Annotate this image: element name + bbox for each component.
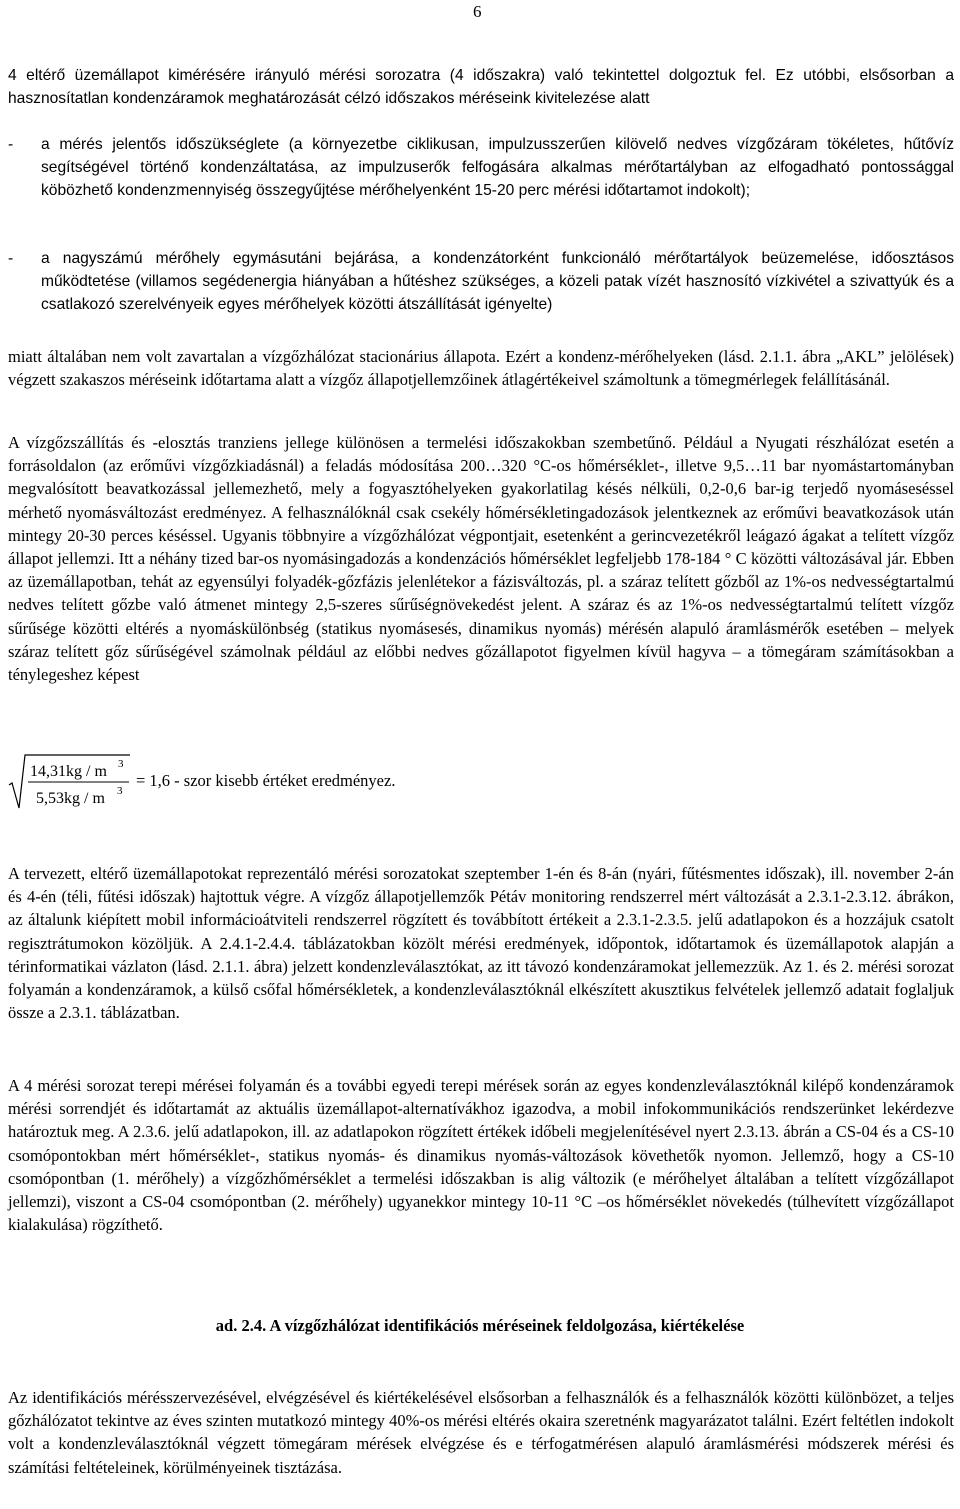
page-number: 6 (473, 2, 482, 21)
list-dash: - (8, 136, 14, 153)
denominator-exponent: 3 (117, 785, 123, 797)
density-ratio-formula (8, 752, 948, 812)
formula-numerator: 14,31kg / m (30, 763, 107, 780)
list-item-many-measuring-points (8, 247, 954, 317)
square-root-fraction (8, 752, 132, 812)
paragraph-planned-measurements: A tervezett, eltérő üzemállapotokat reprezentáló mérési sorozatokat szeptember 1-én és 8-án (nyári, fűtésmentes időszak), ill. november 2-án és 4-én (téli, fűtési időszak) hajtottuk végre. A vízgőz állapotjellemzők Pétáv monitoring rendszerrel mért változását a 2.3.1-2.3.12. ábrákon, az általunk kiépített mobil informácioátviteli rendszerrel rögzített és továbbított értékeit a 2.3.1-2.3.5. jelű adatlapokon és a hozzájuk csatolt regisztrátumokon közöljük. A 2.4.1-2.4.4. táblázatokban közölt mérési eredmények, időpontok, időtartamok és üzemállapotok alapján a térinformatikai vázlaton (lásd. 2.1.1. ábra) jelzett kondenzleválasztókat, az itt távozó kondenzáramokat jellemezzük. Az 1. és 2. mérési sorozat folyamán a kondenzáramok, a külső csőfal hőmérsékletek, a kondenzleválasztóknál elkészített akusztikus felvételek jellemző adatait foglaljuk össze a 2.3.1. táblázatban. (8, 864, 954, 1023)
numerator-exponent: 3 (118, 758, 124, 770)
formula-denominator: 5,53kg / m (36, 790, 105, 807)
list-dash: - (8, 250, 14, 267)
paragraph-identification: Az identifikációs mérésszervezésével, elvégzésével és kiértékelésével elsősorban a felhasználók és a felhasználók közötti különbözet, a teljes gőzhálózatot tekintve az éves szinten mutatkozó mintegy 40%-os mérési eltérés okaira szeretnénk magyarázatot találni. Ezért feltétlen indokolt volt a kondenzleválasztóknál végzett tömegáram mérések elvégzése és e térfogatmérésen alapuló áramlásmérési módszerek mérési és számítási feltételeinek, körülményeinek tisztázása. (8, 1388, 954, 1477)
paragraph-stationary-state: miatt általában nem volt zavartalan a vízgőzhálózat stacionárius állapota. Ezért a kondenz-mérőhelyeken (lásd. 2.1.1. ábra „AKL” jelölések) végzett szakaszos méréseink időtartama alatt a vízgőz állapotjellemzőinek átlagértékeivel számoltunk a tömegmérlegek felállításánál. (8, 347, 954, 390)
intro-paragraph: 4 eltérő üzemállapot kimérésére irányuló mérési sorozatra (4 időszakra) való tekintettel dolgoztuk fel. Ez utóbbi, elsősorban a hasznosítatlan kondenzáramok meghatározását célzó időszakos méréseink kivitelezése alatt (8, 67, 954, 108)
list-item-text: a nagyszámú mérőhely egymásutáni bejárása, a kondenzátorként funkcionáló mérőtartályok beüzemelése, időosztásos működtetése (villamos segédenergia hiányában a hűtéshez szükséges, a közeli patak vízét hasznosító vízkivétel a szivattyúk és a csatlakozó szerelvényeik egyes mérőhelyek közötti átszállítását igényelte) (41, 250, 954, 314)
list-item-text: a mérés jelentős időszükséglete (a környezetbe ciklikusan, impulzusszerűen kilövelő nedves vízgőzáram tökéletes, hűtővíz segítségével történő kondenzáltatása, az impulzuserők felfogására alkalmas mérőtartályban az elfogadható pontossággal köbözhető kondenzmennyiség összegyűjtése mérőhelyenként 15-20 perc mérési időtartamot indokolt); (41, 136, 954, 200)
paragraph-measurement-series: A 4 mérési sorozat terepi mérései folyamán és a további egyedi terepi mérések során az egyes kondenzleválasztóknál kilépő kondenzáramok mérési sorrendjét és időtartamát az aktuális üzemállapot-alternatívákhoz igazodva, a mobil infokommunikációs rendszerünket lekérdezve határoztuk meg. A 2.3.6. jelű adatlapokon, ill. az adatlapokon rögzített értékek időbeli megjelenítésével nyert 2.3.13. ábrán a CS-04 és a CS-10 csomópontokban mért hőmérséklet-, statikus nyomás- és dinamikus nyomás-változások követhetők nyomon. Jellemző, hogy a CS-10 csomópontban (1. mérőhely) a vízgőzhőmérséklet a termelési időszakban is alig változik (e mérőhelyet általában a telített vízgőzállapot jellemzi), viszont a CS-04 csomópontban (2. mérőhely) ugyanekkor mintegy 10-11 °C –os hőmérséklet növekedés (túlhevített vízgőzállapot kialakulása) rögzíthető. (8, 1076, 954, 1235)
section-heading: ad. 2.4. A vízgőzhálózat identifikációs méréseinek feldolgozása, kiértékelése (215, 1316, 745, 1335)
formula-result: = 1,6 - szor kisebb értéket eredményez. (136, 771, 396, 790)
paragraph-transient-character: A vízgőzszállítás és -elosztás tranziens jellege különösen a termelési időszakokban szembetűnő. Például a Nyugati részhálózat esetén a forrásoldalon (az erőművi vízgőzkiadásnál) a feladás módosítása 200…320 °C-os hőmérséklet-, illetve 9,5…11 bar nyomástartományban megvalósított beavatkozással jellemezhető, mely a fogyasztóhelyeken gyakorlatilag késés nélküli, 0,2-0,6 bar-ig terjedő nyomáseséssel mérhető nyomásváltozást eredményez. A felhasználóknál csak csekély hőmérsékletingadozások jelentkeznek az erőművi beavatkozások után mintegy 20-30 perces késéssel. Ugyanis többnyire a vízgőzhálózat végpontjait, esetenként a gerincvezetékről leágazó ágakat a telített vízgőz állapot jellemzi. Itt a néhány tized bar-os nyomásingadozás a kondenzációs hőmérséklet legfeljebb 178-184 ° C közötti változásával jár. Ebben az üzemállapotban, tehát az egyensúlyi folyadék-gőzfázis jelenlétekor a fázisváltozás, pl. a száraz telített gőzből az 1%-os nedvességtartalmú nedves telített gőzbe való átmenet mintegy 2,5-szeres sűrűségnövekedést jelent. A száraz és az 1%-os nedvességtartalmú telített vízgőz sűrűsége közötti eltérés a nyomáskülönbség (statikus nyomásesés, dinamikus nyomás) mérésén alapuló áramlásmérők esetében – melyek száraz telített gőz sűrűségével számolnak például az előbbi nedves gőzállapotot figyelmen kívül hagyva – a tömegáram számításokban a ténylegeshez képest (8, 433, 954, 685)
list-item-time-requirement (8, 133, 954, 203)
